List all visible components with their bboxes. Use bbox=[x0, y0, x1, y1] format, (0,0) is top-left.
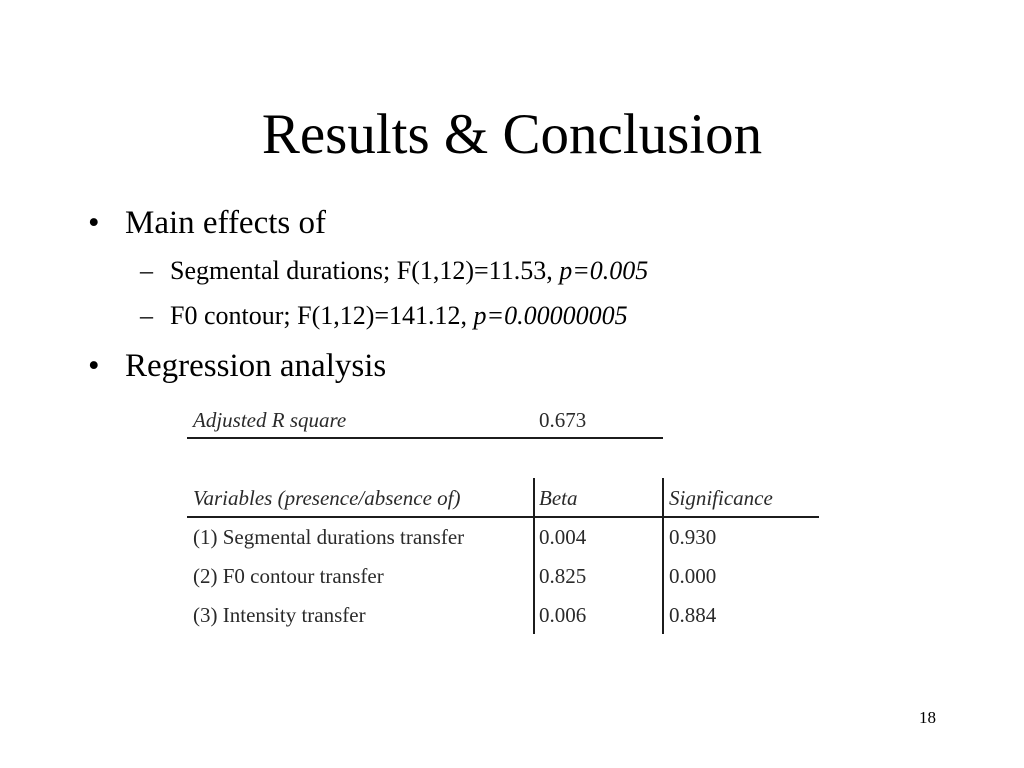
bullet-regression-analysis bbox=[88, 346, 386, 386]
slide-title: Results & Conclusion bbox=[261, 103, 763, 166]
bullet-main-effects-text: Main effects of bbox=[125, 205, 326, 241]
sub-bullet-marker: – bbox=[140, 301, 153, 330]
sub-bullet-segmental-durations bbox=[140, 255, 648, 287]
sub-bullet-segmental-p-value: p=0.005 bbox=[559, 256, 649, 285]
header-underline bbox=[187, 516, 819, 518]
sub-bullet-f0-contour bbox=[140, 300, 628, 332]
sub-bullet-segmental-text: Segmental durations; F(1,12)=11.53, bbox=[170, 256, 560, 285]
bullet-main-effects bbox=[88, 203, 326, 243]
row-variable: (2) F0 contour transfer bbox=[193, 564, 384, 588]
row-variable: (1) Segmental durations transfer bbox=[193, 525, 465, 549]
row-beta: 0.004 bbox=[539, 525, 587, 549]
page-number: 18 bbox=[919, 708, 936, 727]
header-beta: Beta bbox=[539, 486, 578, 510]
row-beta: 0.006 bbox=[539, 603, 587, 627]
bullet-regression-text: Regression analysis bbox=[125, 348, 387, 384]
header-significance: Significance bbox=[669, 486, 773, 510]
adjusted-r-square-value: 0.673 bbox=[539, 408, 587, 432]
row-significance: 0.000 bbox=[669, 564, 717, 588]
bullet-marker: • bbox=[88, 348, 100, 384]
row-beta: 0.825 bbox=[539, 564, 587, 588]
sub-bullet-f0-text: F0 contour; F(1,12)=141.12, bbox=[170, 301, 474, 330]
row-significance: 0.884 bbox=[669, 603, 717, 627]
r-square-underline bbox=[187, 437, 663, 439]
column-divider-beta bbox=[533, 478, 535, 634]
header-variables: Variables (presence/absence of) bbox=[193, 486, 461, 510]
sub-bullet-marker: – bbox=[140, 256, 153, 285]
adjusted-r-square-label: Adjusted R square bbox=[193, 408, 347, 432]
row-significance: 0.930 bbox=[669, 525, 717, 549]
row-variable: (3) Intensity transfer bbox=[193, 603, 366, 627]
sub-bullet-f0-p-value: p=0.00000005 bbox=[473, 301, 628, 330]
column-divider-significance bbox=[662, 478, 664, 634]
bullet-marker: • bbox=[88, 205, 100, 241]
